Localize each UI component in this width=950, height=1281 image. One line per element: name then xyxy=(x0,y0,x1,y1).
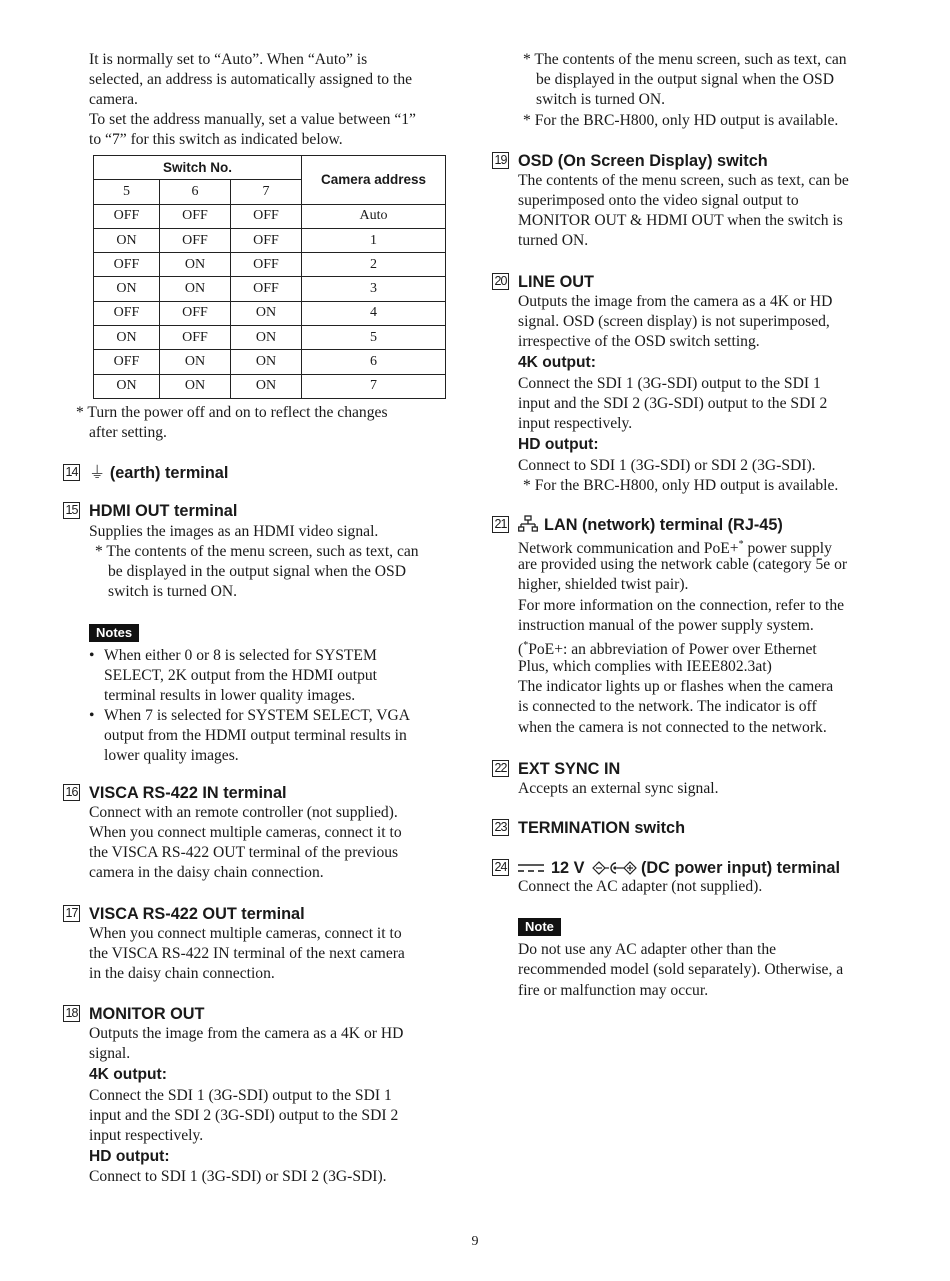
table-row xyxy=(94,350,446,374)
section-number: 24 xyxy=(492,859,509,876)
note-line: When 7 is selected for SYSTEM SELECT, VGA xyxy=(104,707,411,724)
note-line: When either 0 or 8 is selected for SYSTEM xyxy=(104,647,377,664)
body-line: When you connect multiple cameras, connect it to xyxy=(89,824,402,841)
note-line: * The contents of the menu screen, such as text, can xyxy=(523,51,847,68)
body-line: Connect with an remote controller (not supplied). xyxy=(89,804,398,821)
table-cell-switch: ON xyxy=(231,301,302,325)
table-cell-address: 5 xyxy=(302,326,446,350)
body-line: When you connect multiple cameras, connect it to xyxy=(89,925,402,942)
table-cell-switch: OFF xyxy=(231,253,302,277)
body-line: Plus, which complies with IEEE802.3at) xyxy=(518,658,772,675)
note-line: output from the HDMI output terminal results in xyxy=(104,727,407,744)
body-line: when the camera is not connected to the network. xyxy=(518,719,827,736)
body-line: The indicator lights up or flashes when the camera xyxy=(518,678,834,695)
section-title: EXT SYNC IN xyxy=(518,760,621,778)
subheading: HD output: xyxy=(518,436,599,453)
table-cell-switch: OFF xyxy=(160,301,231,325)
table-cell-switch: OFF xyxy=(94,204,160,228)
body-line: input and the SDI 2 (3G-SDI) output to the SDI 2 xyxy=(89,1107,399,1124)
body-line: Supplies the images as an HDMI video signal. xyxy=(89,523,379,540)
body-line: Connect the SDI 1 (3G-SDI) output to the SDI 1 xyxy=(89,1087,392,1104)
section-title: HDMI OUT terminal xyxy=(89,502,238,520)
body-line: in the daisy chain connection. xyxy=(89,965,275,982)
section-number: 22 xyxy=(492,760,509,777)
body-line: signal. OSD (screen display) is not superimposed, xyxy=(518,313,830,330)
section-number: 16 xyxy=(63,784,80,801)
body-line: the VISCA RS-422 OUT terminal of the previous xyxy=(89,844,399,861)
section-number: 17 xyxy=(63,905,80,922)
table-cell-switch: OFF xyxy=(94,350,160,374)
intro-line: It is normally set to “Auto”. When “Auto” is xyxy=(89,51,368,68)
section-title: LAN (network) terminal (RJ-45) xyxy=(544,516,783,534)
notes-label: Notes xyxy=(89,624,139,642)
section-number: 21 xyxy=(492,516,509,533)
body-line: input respectively. xyxy=(518,415,633,432)
table-cell-address: 4 xyxy=(302,301,446,325)
body-line: MONITOR OUT & HDMI OUT when the switch is xyxy=(518,212,843,229)
section-number: 23 xyxy=(492,819,509,836)
table-row xyxy=(94,374,446,398)
note-line: switch is turned ON. xyxy=(536,91,666,108)
table-cell-switch: ON xyxy=(231,326,302,350)
section-number: 14 xyxy=(63,464,80,481)
table-row xyxy=(94,253,446,277)
table-header-address: Camera address xyxy=(302,156,446,205)
table-note: after setting. xyxy=(89,424,167,441)
body-line: The contents of the menu screen, such as text, can be xyxy=(518,172,849,189)
table-cell-address: Auto xyxy=(302,204,446,228)
body-line: the VISCA RS-422 IN terminal of the next camera xyxy=(89,945,405,962)
table-row xyxy=(94,277,446,301)
table-cell-switch: ON xyxy=(231,374,302,398)
table-cell-address: 6 xyxy=(302,350,446,374)
bullet-icon: • xyxy=(89,707,95,724)
body-line: Outputs the image from the camera as a 4K or HD xyxy=(89,1025,404,1042)
section-title: TERMINATION switch xyxy=(518,819,686,837)
section-number: 18 xyxy=(63,1005,80,1022)
subheading: 4K output: xyxy=(89,1066,167,1083)
table-cell-switch: OFF xyxy=(160,204,231,228)
table-header-switch: Switch No. xyxy=(94,156,302,180)
section-title-voltage: 12 V xyxy=(551,859,585,877)
table-note: * Turn the power off and on to reflect the changes xyxy=(76,404,388,421)
note-line: Do not use any AC adapter other than the xyxy=(518,941,777,958)
table-cell-address: 2 xyxy=(302,253,446,277)
table-cell-switch: ON xyxy=(160,253,231,277)
section-title: LINE OUT xyxy=(518,273,594,291)
body-line: is connected to the network. The indicator is off xyxy=(518,698,817,715)
body-line: instruction manual of the power supply system. xyxy=(518,617,814,634)
table-cell-address: 3 xyxy=(302,277,446,301)
note-label: Note xyxy=(518,918,561,936)
table-col-header: 7 xyxy=(231,180,302,204)
note-line: * The contents of the menu screen, such as text, can xyxy=(95,543,419,560)
note-line: terminal results in lower quality images. xyxy=(104,687,356,704)
body-line: camera in the daisy chain connection. xyxy=(89,864,324,881)
body-line: superimposed onto the video signal output to xyxy=(518,192,799,209)
body-line: Connect to SDI 1 (3G-SDI) or SDI 2 (3G-SDI). xyxy=(518,457,816,474)
note-line: be displayed in the output signal when the OSD xyxy=(108,563,406,580)
table-cell-switch: OFF xyxy=(94,253,160,277)
table-cell-address: 7 xyxy=(302,374,446,398)
table-cell-switch: OFF xyxy=(231,228,302,252)
subheading: 4K output: xyxy=(518,354,596,371)
table-row xyxy=(94,228,446,252)
table-col-header: 5 xyxy=(94,180,160,204)
table-col-header: 6 xyxy=(160,180,231,204)
table-row xyxy=(94,204,446,228)
bullet-icon: • xyxy=(89,647,95,664)
table-cell-address: 1 xyxy=(302,228,446,252)
table-cell-switch: ON xyxy=(160,277,231,301)
note-line: be displayed in the output signal when the OSD xyxy=(536,71,834,88)
page-number: 9 xyxy=(471,1234,479,1249)
table-cell-switch: ON xyxy=(94,228,160,252)
table-cell-switch: ON xyxy=(94,374,160,398)
subheading: HD output: xyxy=(89,1148,170,1165)
table-row xyxy=(94,301,446,325)
note-line: SELECT, 2K output from the HDMI output xyxy=(104,667,378,684)
table-cell-switch: ON xyxy=(231,350,302,374)
intro-line: to “7” for this switch as indicated below. xyxy=(89,131,343,148)
table-cell-switch: OFF xyxy=(160,326,231,350)
section-title: VISCA RS-422 IN terminal xyxy=(89,784,287,802)
section-number: 20 xyxy=(492,273,509,290)
table-cell-switch: OFF xyxy=(231,277,302,301)
intro-line: selected, an address is automatically assigned to the xyxy=(89,71,413,88)
camera-address-table xyxy=(93,155,446,399)
body-line: Connect to SDI 1 (3G-SDI) or SDI 2 (3G-SDI). xyxy=(89,1168,387,1185)
body-line: Outputs the image from the camera as a 4K or HD xyxy=(518,293,833,310)
section-number: 15 xyxy=(63,502,80,519)
intro-line: To set the address manually, set a value between “1” xyxy=(89,111,416,128)
body-line: (*PoE+: an abbreviation of Power over Ethernet xyxy=(518,640,817,659)
body-line: are provided using the network cable (category 5e or xyxy=(518,556,848,573)
body-line: Connect the SDI 1 (3G-SDI) output to the SDI 1 xyxy=(518,375,821,392)
intro-line: camera. xyxy=(89,91,138,108)
note-line: * For the BRC-H800, only HD output is available. xyxy=(523,477,839,494)
table-cell-switch: OFF xyxy=(160,228,231,252)
table-cell-switch: ON xyxy=(94,277,160,301)
table-row xyxy=(94,326,446,350)
section-title: MONITOR OUT xyxy=(89,1005,205,1023)
note-line: switch is turned ON. xyxy=(108,583,238,600)
note-line: * For the BRC-H800, only HD output is available. xyxy=(523,112,839,129)
body-line: signal. xyxy=(89,1045,131,1062)
section-number: 19 xyxy=(492,152,509,169)
section-title: OSD (On Screen Display) switch xyxy=(518,152,768,170)
body-line: For more information on the connection, refer to the xyxy=(518,597,845,614)
body-line: Connect the AC adapter (not supplied). xyxy=(518,878,763,895)
table-cell-switch: ON xyxy=(94,326,160,350)
section-title: VISCA RS-422 OUT terminal xyxy=(89,905,305,923)
body-line: Network communication and PoE+* power supply xyxy=(518,539,832,558)
body-line: irrespective of the OSD switch setting. xyxy=(518,333,760,350)
body-line: turned ON. xyxy=(518,232,589,249)
body-line: Accepts an external sync signal. xyxy=(518,780,719,797)
section-title: (DC power input) terminal xyxy=(641,859,840,877)
note-line: fire or malfunction may occur. xyxy=(518,982,709,999)
table-cell-switch: OFF xyxy=(231,204,302,228)
body-line: input respectively. xyxy=(89,1127,204,1144)
table-cell-switch: ON xyxy=(160,374,231,398)
body-line: input and the SDI 2 (3G-SDI) output to the SDI 2 xyxy=(518,395,828,412)
table-cell-switch: OFF xyxy=(94,301,160,325)
body-line: higher, shielded twist pair). xyxy=(518,576,689,593)
note-line: lower quality images. xyxy=(104,747,239,764)
section-title-earth: ⏚ (earth) terminal xyxy=(89,464,229,482)
table-cell-switch: ON xyxy=(160,350,231,374)
earth-icon: ⏚ xyxy=(89,464,106,482)
note-line: recommended model (sold separately). Otherwise, a xyxy=(518,961,844,978)
